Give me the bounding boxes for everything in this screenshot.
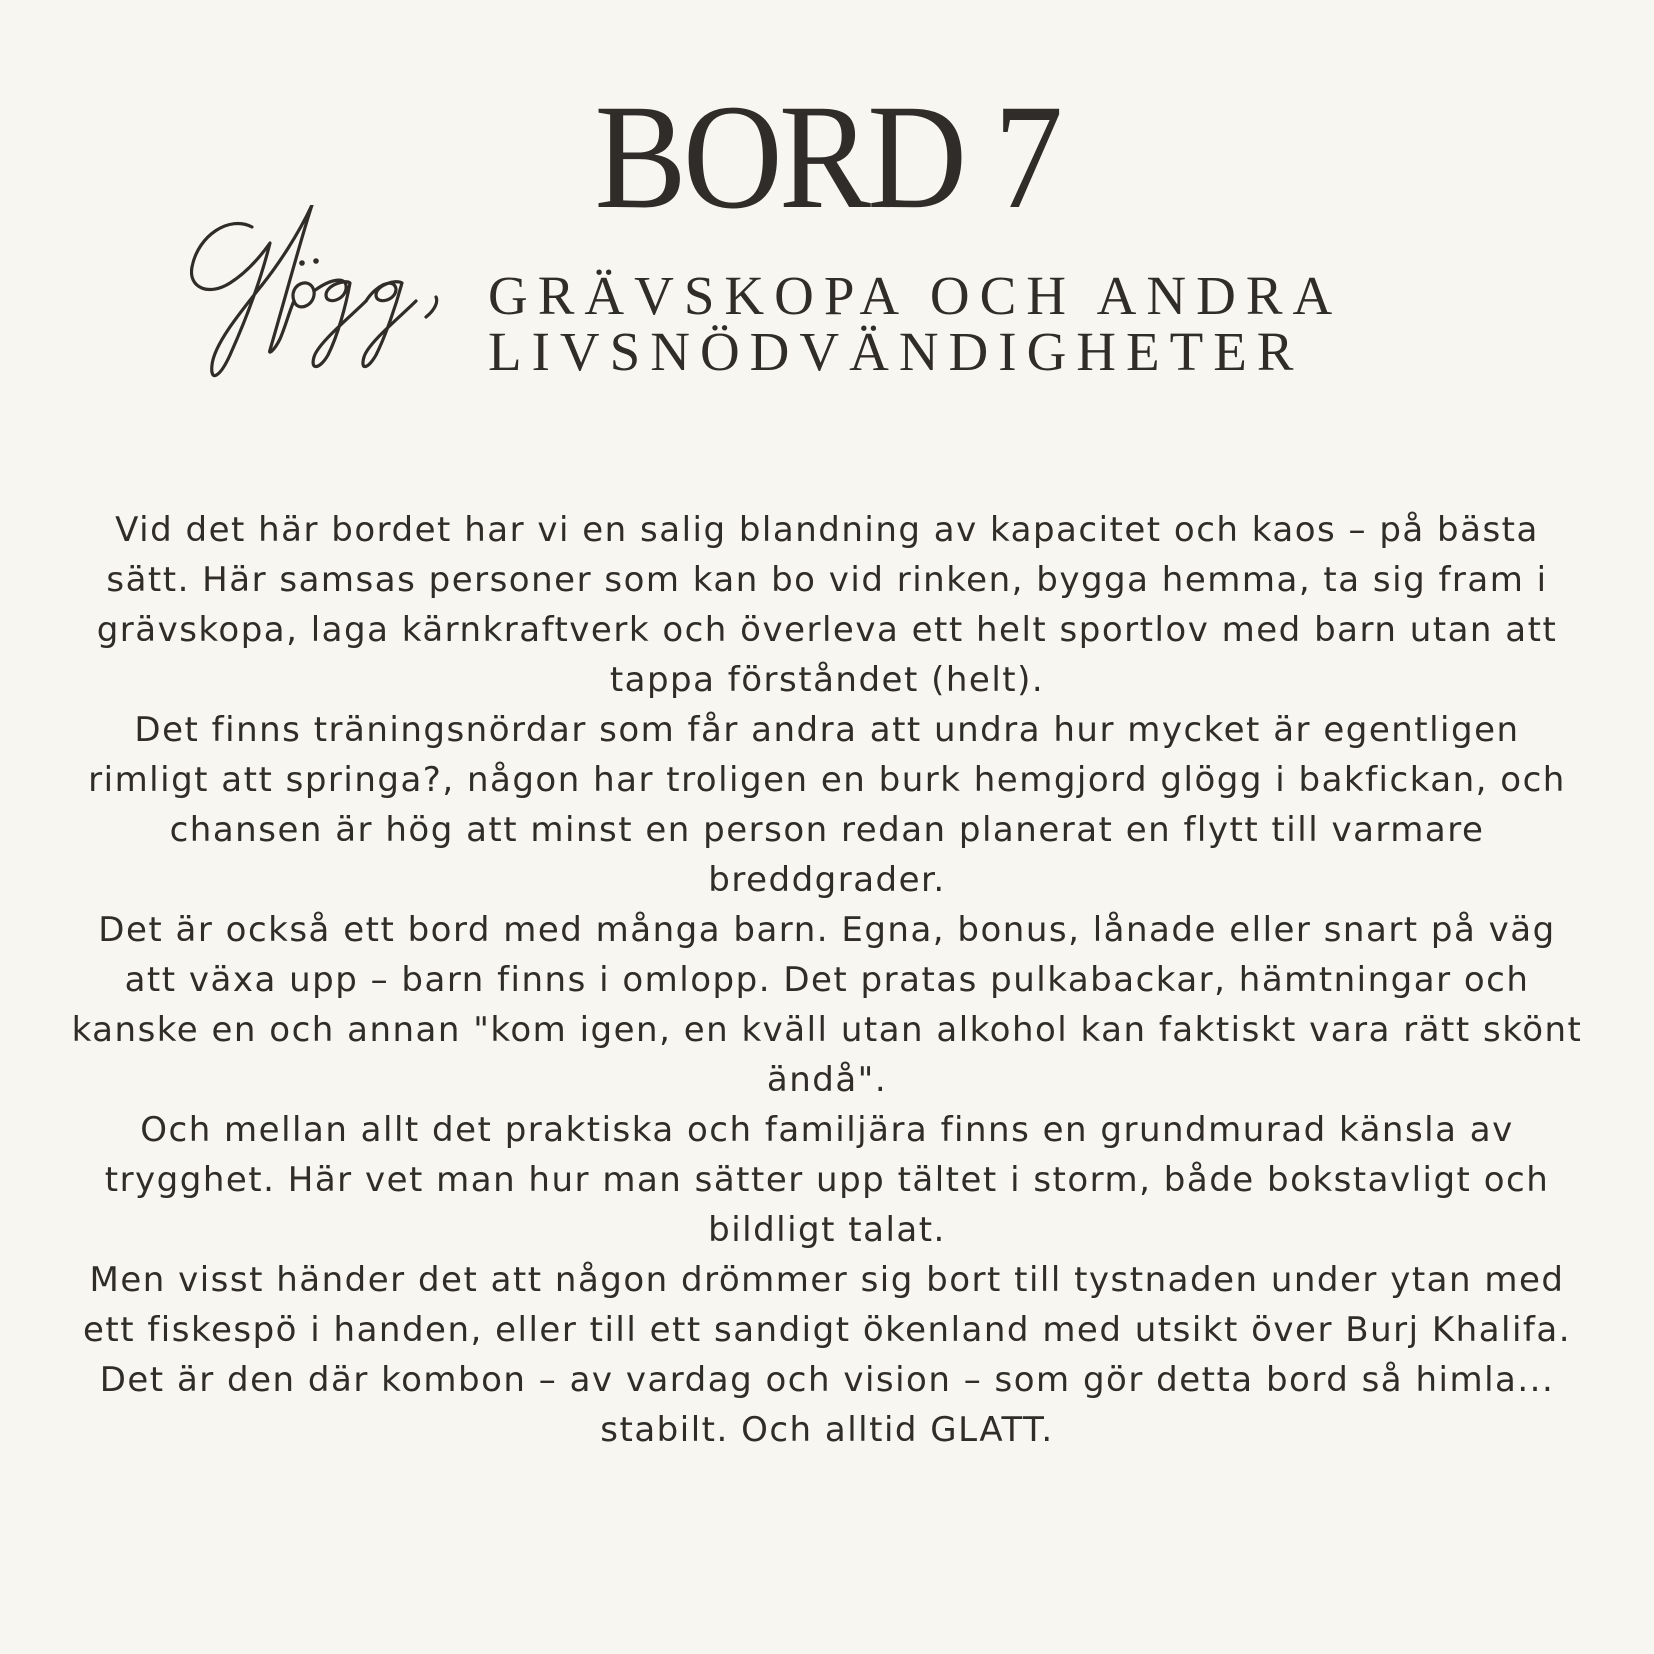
- paragraph-4: Och mellan allt det praktiska och familjära finns en grundmurad känsla av trygghet. Här vet man hur man sätter upp tältet i storm, både bokstavligt och bildligt talat.: [104, 1110, 1550, 1250]
- script-word-glogg: [190, 205, 470, 405]
- subtitle-line-1: GRÄVSKOPA OCH ANDRA: [488, 265, 1343, 326]
- subtitle: [488, 265, 1343, 382]
- paragraph-5: Men visst händer det att någon drömmer sig bort till tystnaden under ytan med ett fiskespö i handen, eller till ett sandigt ökenland med utsikt över Burj Khalifa. Det är den där kombon – av vardag och vision – som gör detta bord så himla... stabilt. Och alltid GLATT.: [82, 1260, 1572, 1450]
- paragraph-3: Det är också ett bord med många barn. Egna, bonus, lånade eller snart på väg att växa upp – barn finns i omlopp. Det pratas pulkabackar, hämtningar och kanske en och annan "kom igen, en kväll utan alkohol kan faktiskt vara rätt skönt ändå".: [71, 910, 1583, 1100]
- paragraph-2: Det finns träningsnördar som får andra att undra hur mycket är egentligen rimligt att springa?, någon har troligen en burk hemgjord glögg i bakfickan, och chansen är hög att minst en person redan planerat en flytt till varmare breddgrader.: [88, 710, 1566, 900]
- page-title: BORD 7: [594, 74, 1060, 240]
- glogg-script-lettering: [190, 205, 470, 405]
- description-text: [70, 505, 1584, 1455]
- subtitle-line-2: LIVSNÖDVÄNDIGHETER: [488, 321, 1304, 382]
- paragraph-1: Vid det här bordet har vi en salig blandning av kapacitet och kaos – på bästa sätt. Här samsas personer som kan bo vid rinken, bygga hemma, ta sig fram i grävskopa, laga kärnkraftverk och överleva ett helt sportlov med barn utan att tappa förståndet (helt).: [96, 510, 1558, 700]
